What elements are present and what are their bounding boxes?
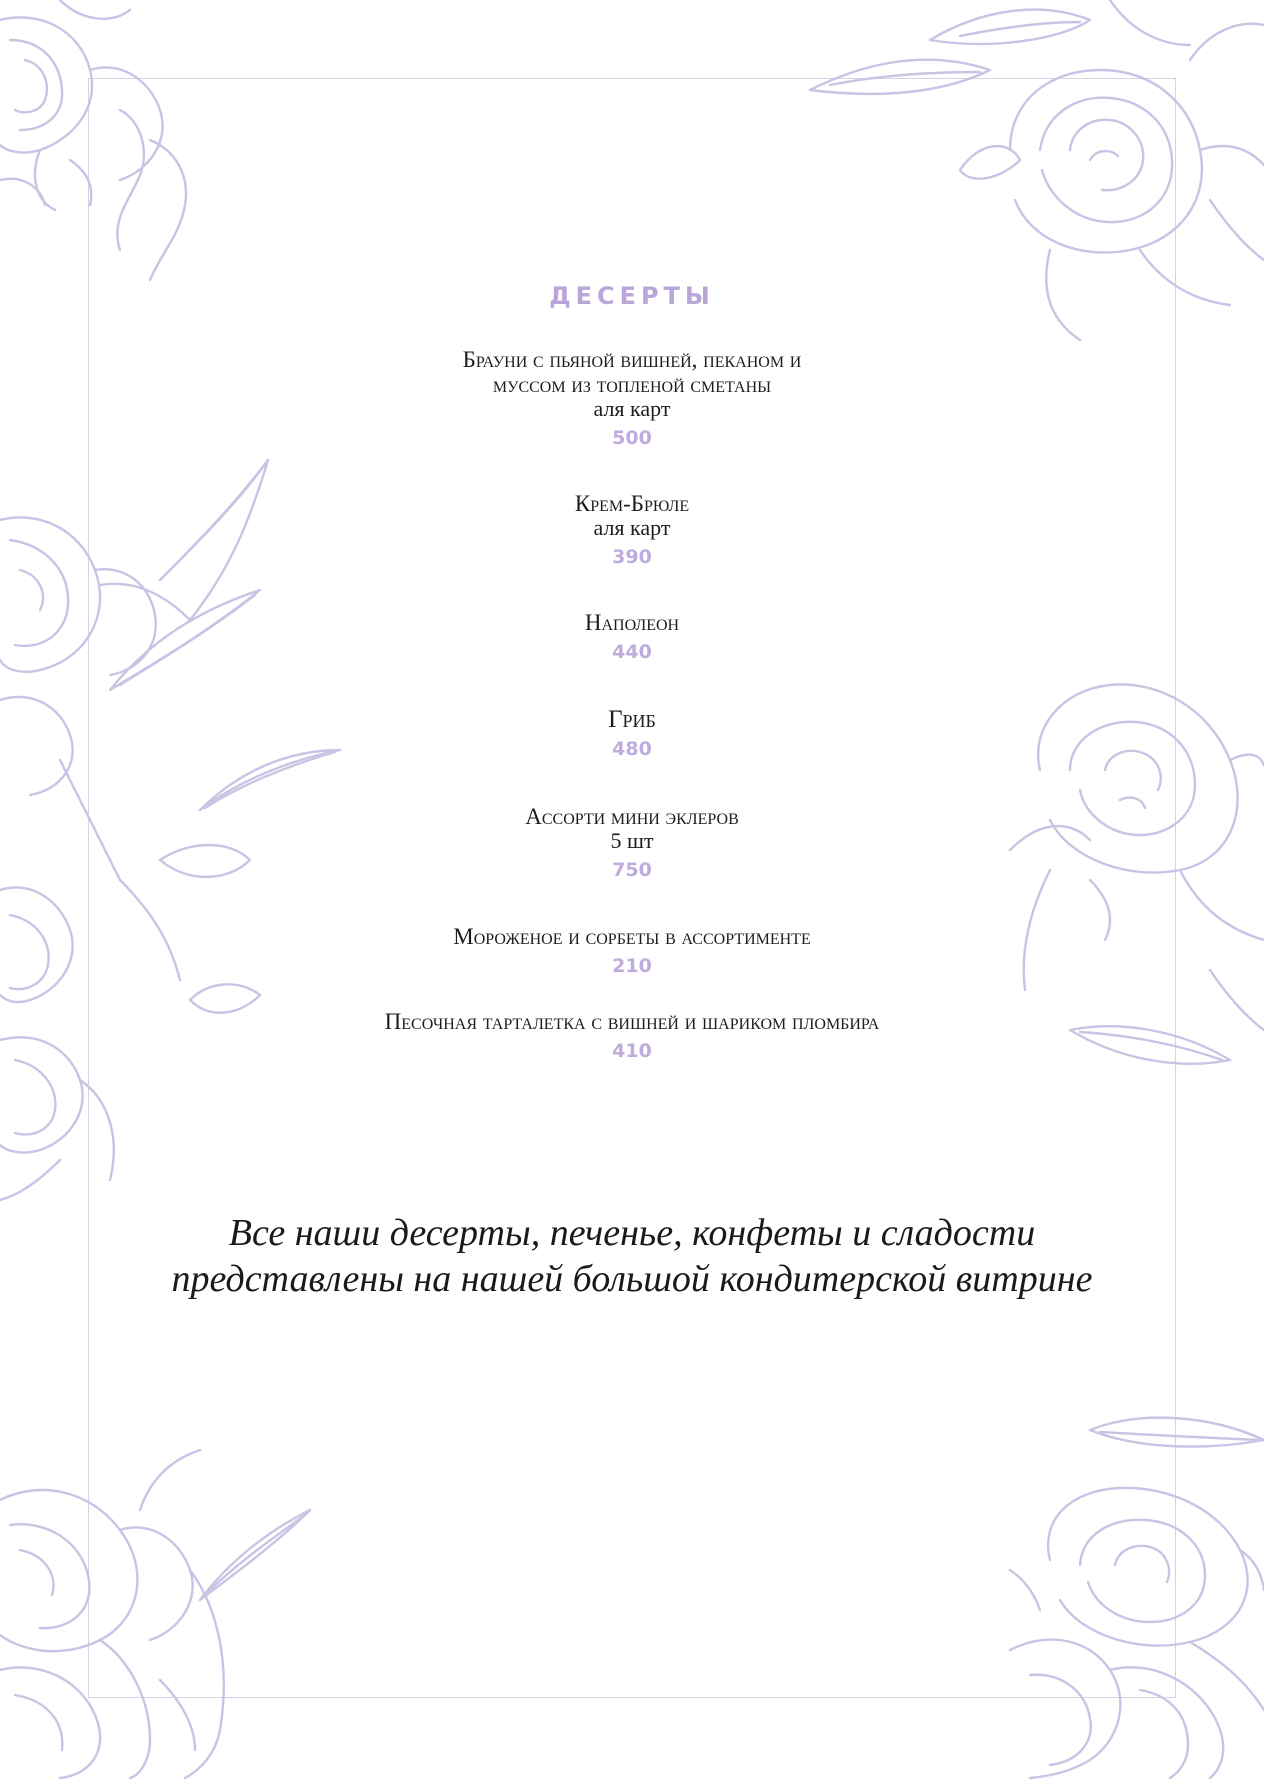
menu-item-tartlet <box>88 1009 1176 1062</box>
item-price: 210 <box>612 955 652 977</box>
menu-item-napoleon <box>88 610 1176 663</box>
item-price: 390 <box>612 546 652 568</box>
item-name: Наполеон <box>584 610 680 635</box>
item-price: 440 <box>612 641 652 663</box>
item-note: аля карт <box>593 515 671 540</box>
item-price: 750 <box>612 859 652 881</box>
item-note: 5 шт <box>610 828 654 853</box>
item-name-line2: муссом из топленой сметаны <box>492 372 772 397</box>
menu-item-creme-brulee <box>88 491 1176 568</box>
showcase-note-line1: Все наши десерты, печенье, конфеты и сладости <box>228 1212 1036 1254</box>
item-name: Брауни с пьяной вишней, пеканом и <box>462 347 802 372</box>
item-price: 410 <box>612 1040 652 1062</box>
item-note: аля карт <box>593 396 671 421</box>
item-name: Мороженое и сорбеты в ассортименте <box>453 924 811 949</box>
menu-item-eclairs <box>88 804 1176 881</box>
section-title: ДЕСЕРТЫ <box>549 282 715 310</box>
menu-item-brownie <box>88 347 1176 449</box>
showcase-note-line2: представлены на нашей большой кондитерской витрине <box>171 1258 1093 1300</box>
page-frame <box>88 78 1176 1698</box>
menu-item-ice-cream <box>88 924 1176 977</box>
item-name: Ассорти мини эклеров <box>525 804 739 829</box>
item-name: Песочная тарталетка с вишней и шариком пломбира <box>384 1009 880 1034</box>
showcase-note <box>0 1210 1264 1302</box>
item-price: 480 <box>612 738 652 760</box>
item-price: 500 <box>612 427 652 449</box>
item-name: Крем-Брюле <box>574 491 690 516</box>
menu-item-mushroom <box>88 707 1176 760</box>
item-name: Гриб <box>608 706 656 733</box>
